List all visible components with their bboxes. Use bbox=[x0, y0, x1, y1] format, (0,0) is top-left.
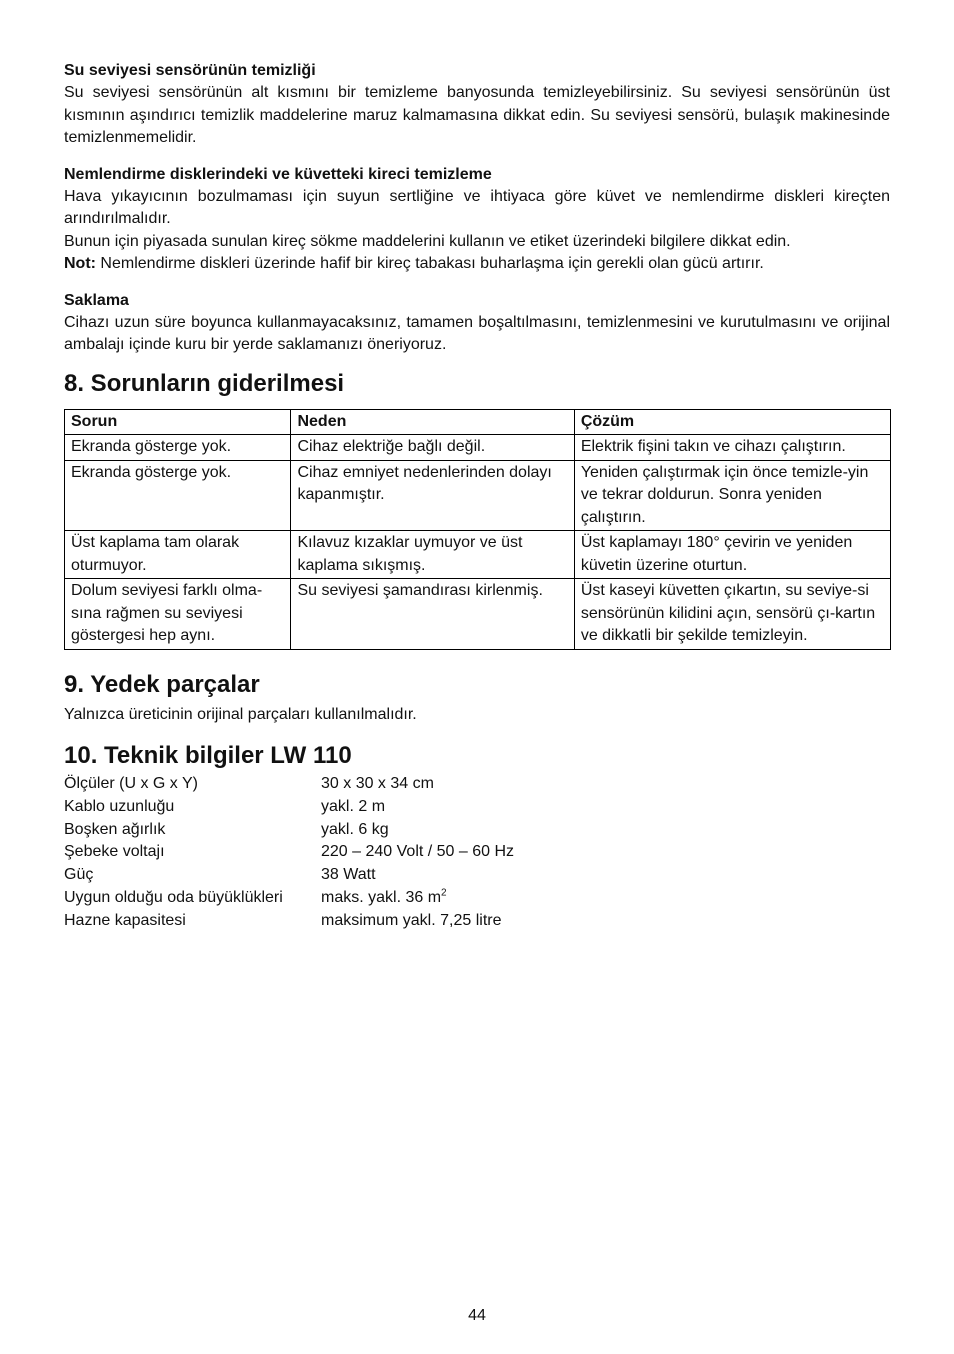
spec-value: 38 Watt bbox=[321, 866, 376, 884]
descaling-section bbox=[64, 164, 890, 276]
storage-section bbox=[64, 290, 890, 357]
spare-parts-text: Yalnızca üreticinin orijinal parçaları kullanılmalıdır. bbox=[64, 705, 417, 723]
superscript: 2 bbox=[441, 887, 447, 899]
spec-value-text: maks. yakl. 36 m bbox=[321, 888, 442, 906]
sensor-cleaning-text: Su seviyesi sensörünün alt kısmını bir temizleme banyosunda temizleyebilirsiniz. Su seviyesi sensörünün üst kısmının aşındırıcı temizlik maddelerine maruz kalmamasına dikkat edin. Su seviyesi sensörü, bulaşık makinesinde temizlenmemelidir. bbox=[64, 84, 890, 146]
descaling-note bbox=[64, 253, 890, 276]
note-text: Nemlendirme diskleri üzerinde hafif bir kireç tabakası buharlaşma için gerekli olan gücü artırır. bbox=[95, 255, 764, 272]
cause-cell: Cihaz emniyet nedenlerinden dolayı kapanmıştır. bbox=[291, 460, 574, 531]
descaling-text-2: Bunun için piyasada sunulan kireç sökme maddelerini kullanın ve etiket üzerindeki bilgilere dikkat edin. bbox=[64, 232, 791, 250]
spec-value: 30 x 30 x 34 cm bbox=[321, 775, 434, 792]
header-solution: Çözüm bbox=[574, 409, 890, 435]
table-row bbox=[65, 531, 891, 579]
solution-cell: Üst kaseyi küvetten çıkartın, su seviye-si sensörünün kilidini açın, sensörü çı-kartın ve dikkatli bir şekilde temizleyin. bbox=[574, 579, 890, 650]
solution-cell: Yeniden çalıştırmak için önce temizle-yin ve tekrar doldurun. Sonra yeniden çalıştırın. bbox=[574, 460, 890, 531]
problem-cell: Dolum seviyesi farklı olma-sına rağmen su seviyesi göstergesi hep aynı. bbox=[65, 579, 291, 650]
descaling-heading: Nemlendirme disklerindeki ve küvetteki kireci temizleme bbox=[64, 165, 492, 183]
spec-row bbox=[64, 864, 890, 887]
problem-cell: Ekranda gösterge yok. bbox=[65, 460, 291, 531]
problem-cell: Ekranda gösterge yok. bbox=[65, 435, 291, 461]
cause-cell: Su seviyesi şamandırası kirlenmiş. bbox=[291, 579, 574, 650]
troubleshooting-table bbox=[64, 409, 891, 650]
spec-row bbox=[64, 773, 890, 796]
spec-label: Boşken ağırlık bbox=[64, 820, 166, 838]
sensor-cleaning-heading: Su seviyesi sensörünün temizliği bbox=[64, 62, 316, 79]
spec-label: Hazne kapasitesi bbox=[64, 911, 186, 929]
storage-text: Cihazı uzun süre boyunca kullanmayacaksınız, tamamen boşaltılmasını, temizlenmesini ve kurutulmasını ve orijinal ambalajı içinde kuru bir yerde saklamanızı öneriyoruz. bbox=[64, 313, 890, 353]
manual-page bbox=[64, 60, 890, 933]
spec-row bbox=[64, 796, 890, 819]
spec-row bbox=[64, 819, 890, 842]
problem-cell: Üst kaplama tam olarak oturmuyor. bbox=[65, 531, 291, 579]
spec-label: Şebeke voltajı bbox=[64, 843, 165, 861]
solution-cell: Üst kaplamayı 180° çevirin ve yeniden küvetin üzerine oturtun. bbox=[574, 531, 890, 579]
solution-cell: Elektrik fişini takın ve cihazı çalıştırın. bbox=[574, 435, 890, 461]
spec-value bbox=[321, 887, 447, 910]
spec-value: maksimum yakl. 7,25 litre bbox=[321, 911, 502, 929]
spec-value: yakl. 6 kg bbox=[321, 820, 389, 838]
spec-label: Kablo uzunluğu bbox=[64, 797, 175, 815]
spec-value: yakl. 2 m bbox=[321, 797, 386, 815]
table-row bbox=[65, 435, 891, 461]
descaling-text-1: Hava yıkayıcının bozulmaması için suyun sertliğine ve ihtiyaca göre küvet ve nemlendirme diskleri kireçten arındırılmalıdır. bbox=[64, 187, 890, 227]
specs-list bbox=[64, 773, 890, 933]
spec-label: Uygun olduğu oda büyüklükleri bbox=[64, 888, 283, 906]
cause-cell: Kılavuz kızaklar uymuyor ve üst kaplama sıkışmış. bbox=[291, 531, 574, 579]
specs-title: 10. Teknik bilgiler LW 110 bbox=[64, 742, 352, 769]
spec-row bbox=[64, 841, 890, 864]
spec-row bbox=[64, 910, 890, 933]
spec-label: Ölçüler (U x G x Y) bbox=[64, 775, 198, 792]
storage-heading: Saklama bbox=[64, 291, 129, 309]
header-problem: Sorun bbox=[65, 409, 291, 435]
page-number: 44 bbox=[468, 1307, 486, 1324]
table-row bbox=[65, 460, 891, 531]
sensor-cleaning-section bbox=[64, 60, 890, 150]
note-label: Not: bbox=[64, 255, 96, 272]
spec-value: 220 – 240 Volt / 50 – 60 Hz bbox=[321, 843, 515, 861]
table-header-row bbox=[65, 409, 891, 435]
cause-cell: Cihaz elektriğe bağlı değil. bbox=[291, 435, 574, 461]
header-cause: Neden bbox=[291, 409, 574, 435]
spec-label: Güç bbox=[64, 866, 94, 884]
spec-row bbox=[64, 887, 890, 910]
troubleshooting-title: 8. Sorunların giderilmesi bbox=[64, 369, 345, 397]
spare-parts-title: 9. Yedek parçalar bbox=[64, 670, 260, 698]
table-row bbox=[65, 579, 891, 650]
